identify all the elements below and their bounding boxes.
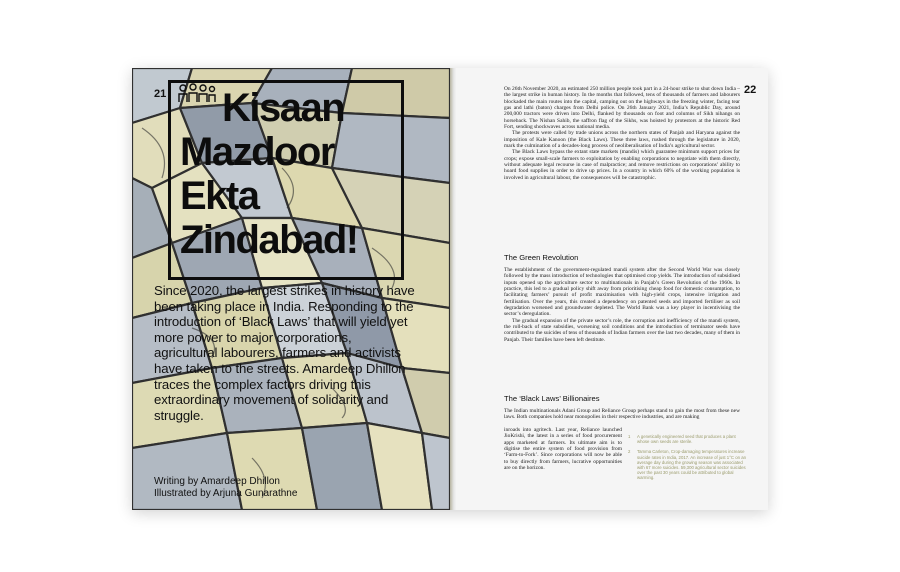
title-line-1: Kisaan [222, 86, 345, 130]
title-line-3: Ekta [180, 174, 259, 218]
right-page [456, 68, 768, 510]
title-line-2: Mazdoor [180, 130, 334, 174]
left-page [132, 68, 450, 510]
billionaires-text-narrow [504, 427, 622, 471]
paragraph: The establishment of the government-regulated mandi system after the Second World War was closely followed by the mass introduction of technologies that optimised crop yields. The introduction of subsidised inputs opened up the agriculture sector to multinationals in Panjab’s Green Revolution of the 1960s. In practice, this led to a gradual policy shift away from prioritising cheap food for domestic consumption, to facilitating farmers’ pursuit of profit maximisation with high-yield crops, intensive irrigation and fertilisation. Over the years, this created a dependency on patented seeds and imported fertiliser as soil degradation worsened and groundwater depleted. The World Bank was a key player in incentivising the sector’s deregulation. [504, 267, 740, 318]
section-heading: The Green Revolution [504, 253, 579, 262]
footnote-number: 2 [628, 449, 631, 455]
credits [154, 476, 297, 500]
opening-text [504, 86, 740, 181]
credit-writing: Writing by Amardeep Dhillon [154, 476, 280, 487]
footnotes [628, 434, 746, 486]
paragraph: inroads into agritech. Last year, Reliance launched JioKrishi, the latest in a series of food procurement apps marketed at farmers. Its ultimate aim is to digitise the entire system of food provision from ‘Farm-to-Fork’. Since corporations will now be able to buy directly from farmers, lucrative opportunities are on the horizon. [504, 427, 622, 472]
footnote-text: A genetically engineered seed that produces a plant whose own seeds are sterile. [637, 434, 736, 445]
paragraph: On 26th November 2020, an estimated 250 million people took part in a 24-hour strike to shut down India – the largest strike in human history. In the months that followed, tens of thousands of farmers and labourers blockaded the main routes into the capital, camping out on the highways in the freezing winter, facing tear gas and lathi (baton) charges from Delhi police. On 26th January 2021, India’s Republic Day, around 200,000 tractors were driven into Delhi, flanked by thousands on foot and columns of Sikh nihangs on horseback. The Nishan Sahib, the saffron flag of the Sikhs, was hoisted by protestors at the historic Red Fort, sending shockwaves across national media. [504, 86, 740, 131]
credit-illustration: Illustrated by Arjuna Gunarathne [154, 488, 298, 499]
crowd-icon [176, 82, 216, 104]
paragraph: The Black Laws bypass the extant state markets (mandis) which guarantee minimum support prices for crops; expose small-scale farmers to exploitation by enabling corporations to negotiate with them directly, without adequate legal recourse in case of malpractice; and remove restrictions on corporations’ ability to hoard food supplies in order to drive up prices. In a country in which 60% of the working population is involved in agricultural labour, the consequences will be catastrophic. [504, 149, 740, 181]
magazine-spread [132, 68, 768, 510]
paragraph: The gradual expansion of the private sector’s role, the corruption and inefficiency of the mandi system, the roll-back of state subsidies, worsening soil conditions and the introduction of terminator seeds have contributed to the suicides of tens of thousands of Indian farmers over the last two decades, many of them in Panjab. Their families have been left destitute. [504, 317, 740, 343]
footnote [628, 434, 746, 444]
footnote-number: 1 [628, 434, 631, 439]
paragraph: The Indian multinationals Adani Group and Reliance Group perhaps stand to gain the most from these new laws. Both companies hold near monopolies in their respective industries, and are making [504, 408, 740, 421]
footnote [628, 449, 746, 480]
page-number: 22 [744, 84, 757, 96]
page-number: 21 [154, 88, 167, 100]
standfirst: Since 2020, the largest strikes in history have been taking place in India. Responding to the introduction of ‘Black Laws’ that will yield yet more power to major corporations, agricultural labourers, farmers and activists have taken to the streets. Amardeep Dhillon traces the complex factors driving this extraordinary movement of solidarity and struggle. [154, 283, 415, 423]
title-line-4: Zindabad! [180, 218, 358, 262]
section-heading: The ‘Black Laws’ Billionaires [504, 394, 600, 403]
paragraph: The protests were called by trade unions across the northern states of Panjab and Haryana against the imposition of Kale Kanoon (the Black Laws). These three laws, rushed through the legislature in 2020, mark the culmination of a decades-long process of neoliberalisation of India’s agricultural sector. [504, 130, 740, 150]
green-revolution-text [504, 267, 740, 343]
footnote-text: Tamma Carleton, Crop-damaging temperatures increase suicide rates in India, 2017. An increase of just 1°C on an average day during the growing season was associated with 67 more suicides. 59,300 agricultural sector suicides over the past 30 years could be attributed to global warming. [637, 449, 746, 481]
billionaires-text [504, 408, 740, 421]
